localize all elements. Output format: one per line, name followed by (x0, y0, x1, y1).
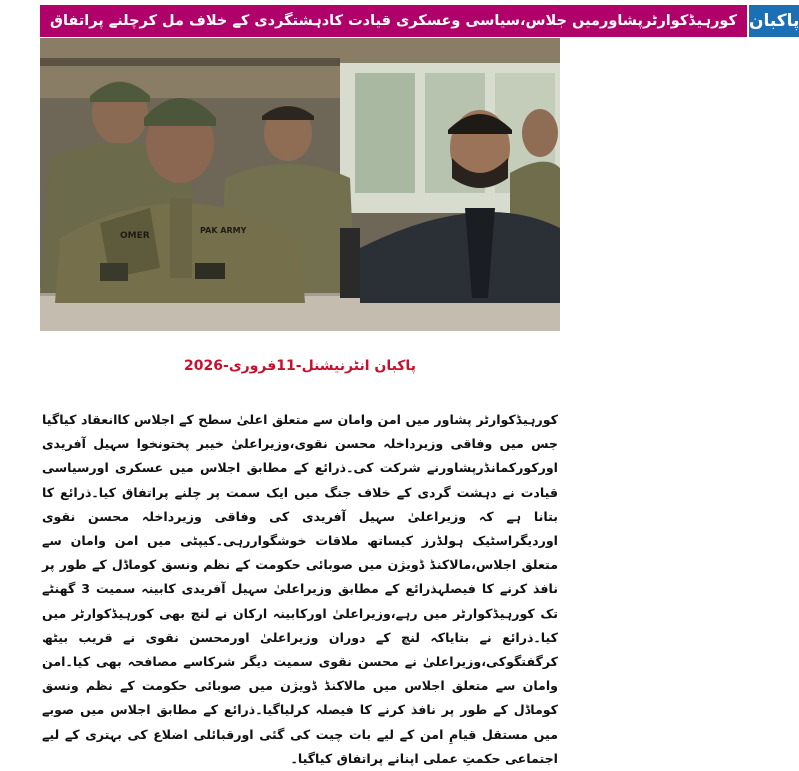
army-badge: PAK ARMY (200, 226, 247, 235)
news-photo-illustration (40, 38, 560, 331)
news-photo (40, 38, 560, 331)
header-bar (40, 5, 799, 37)
officer-name-badge: OMER (120, 231, 150, 241)
headline: کورہیڈکوارٹرپشاورمیں جلاس،سیاسی وعسکری قیادت کادہشتگردی کے خلاف مل کرچلنے پراتفاق (40, 5, 747, 37)
brand-logo: پاکبان (749, 5, 799, 37)
dateline: پاکبان انٹرنیشنل-11فروری-2026 (184, 358, 416, 374)
article-body: کورہیڈکوارٹر پشاور میں امن وامان سے متعلق اعلیٰ سطح کے اجلاس کاانعقاد کیاگیا جس میں وفاقی وزیرداخلہ محسن نقوی،وزیراعلیٰ خیبر پختونخوا سہیل آفریدی اورکورکمانڈرپشاورنے شرکت کی۔ذرائع کے مطابق اجلاس میں عسکری اورسیاسی قیادت نے دہشت گردی کے خلاف جنگ میں ایک سمت پر چلنے پراتفاق کیا۔ذرائع کا بتانا ہے کہ وزیراعلیٰ سہیل آفریدی کی وفاقی وزیرداخلہ محسن نقوی اوردیگراسٹیک ہولڈرز کیساتھ ملاقات خوشگواررہی۔کیپٹی میں امن وامان سے متعلق اجلاس،مالاکنڈ ڈویژن میں صوبائی حکومت کے نظم ونسق کوماڈل کے طور پر نافذ کرنے کا فیصلہذرائع کے مطابق وزیراعلیٰ سہیل آفریدی کابینہ سمیت 3 گھنٹے تک کورہیڈکوارٹر میں رہے،وزیراعلیٰ اورکابینہ ارکان نے لنچ بھی کورہیڈکوارٹر میں کیا۔ذرائع نے بتایاکہ لنچ کے دوران وزیراعلیٰ اورمحسن نقوی نے قریب بیٹھ کرگفتگوکی،وزیراعلیٰ نے محسن نقوی سمیت دیگر شرکاسے مصافحہ بھی کیا۔امن وامان سے متعلق اجلاس میں مالاکنڈ ڈویژن میں صوبائی حکومت کے نظم ونسق کوماڈل کے طور پر نافذ کرنے کا فیصلہ کرلیاگیا۔ذرائع کے مطابق اجلاس میں صوبے میں مستقل قیامِ امن کے لیے بات چیت کی گئی اورقبائلی اضلاع کی بہتری کے لیے اجتماعی حکمتِ عملی اپنانے پراتفاق کیاگیا۔ (42, 412, 558, 766)
